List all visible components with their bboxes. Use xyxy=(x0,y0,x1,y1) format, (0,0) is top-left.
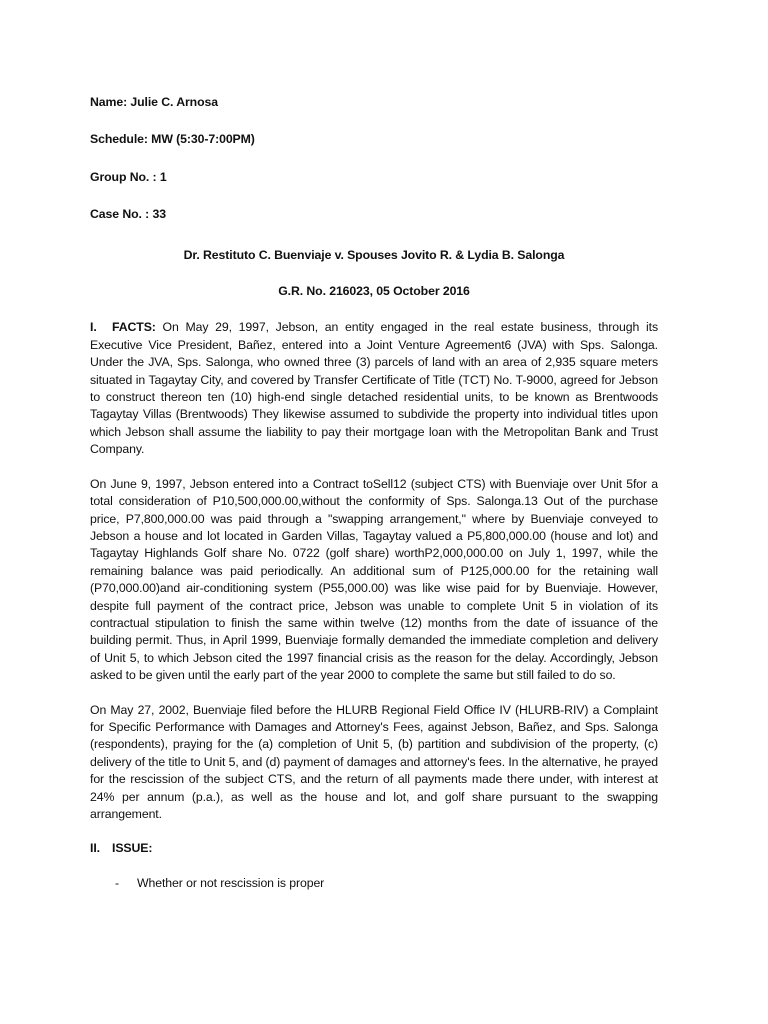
issue-heading xyxy=(90,840,658,857)
facts-paragraph-1 xyxy=(90,319,658,458)
facts-heading: FACTS: xyxy=(112,320,156,335)
student-name: Name: Julie C. Arnosa xyxy=(90,95,218,109)
group-number: Group No. : 1 xyxy=(90,169,167,184)
facts-paragraph-3: On May 27, 2002, Buenviaje filed before the HLURB Regional Field Office IV (HLURB-RIV) a Complaint for Specific Performance with Damages and Attorney's Fees, against Jebson, Bañez, and Sps. Salonga (respondents), praying for the (a) completion of Unit 5, (b) partition and subdivision of the property, (c) delivery of the title to Unit 5, and (d) payment of damages and attorney's fees. In the alternative, he prayed for the rescission of the subject CTS, and the return of all payments made there under, with interest at 24% per annum (p.a.), as well as the house and lot, and golf share pursuant to the swapping arrangement. xyxy=(90,702,658,821)
issue-list-item xyxy=(90,875,658,892)
gr-number: G.R. No. 216023, 05 October 2016 xyxy=(278,284,470,299)
case-title: Dr. Restituto C. Buenviaje v. Spouses Jovito R. & Lydia B. Salonga xyxy=(183,247,565,262)
issue-label: ISSUE: xyxy=(112,841,153,856)
issue-text: Whether or not rescission is proper xyxy=(137,875,325,890)
facts-text-1: On May 29, 1997, Jebson, an entity engaged in the real estate business, through its Executive Vice President, Bañez, entered into a Joint Venture Agreement6 (JVA) with Sps. Salonga. Under the JVA, Sps. Salonga, who owned three (3) parcels of land with an area of 2,935 square meters situated in Tagaytay City, and covered by Transfer Certificate of Title (TCT) No. T-9000, agreed for Jebson to construct thereon ten (10) high-end single detached residential units, to be known as Brentwoods Tagaytay Villas (Brentwoods) They likewise assumed to subdivide the property into individual titles upon which Jebson shall assume the liability to pay their mortgage loan with the Metropolitan Bank and Trust Company. xyxy=(90,320,658,457)
facts-numeral: I. xyxy=(90,320,97,335)
facts-paragraph-2: On June 9, 1997, Jebson entered into a Contract toSell12 (subject CTS) with Buenviaje over Unit 5for a total consideration of P10,500,000.00,without the conformity of Sps. Salonga.13 Out of the purchase price, P7,800,000.00 was paid through a "swapping arrangement," where by Buenviaje conveyed to Jebson a house and lot located in Garden Villas, Tagaytay valued a P5,800,000.00 (house and lot) and Tagaytay Highlands Golf share No. 0722 (golf share) worthP2,000,000.00 on July 1, 1997, while the remaining balance was paid periodically. An additional sum of P125,000.00 for the retaining wall (P70,000.00)and air-conditioning system (P55,000.00) was like wise paid for by Buenviaje. However, despite full payment of the contract price, Jebson was unable to complete Unit 5 in violation of its contractual stipulation to finish the same within twelve (12) months from the date of issuance of the building permit. Thus, in April 1999, Buenviaje formally demanded the immediate completion and delivery of Unit 5, to which Jebson cited the 1997 financial crisis as the reason for the delay. Accordingly, Jebson asked to be given until the early part of the year 2000 to complete the same but still failed to do so. xyxy=(90,476,658,683)
class-schedule: Schedule: MW (5:30-7:00PM) xyxy=(90,132,255,147)
issue-numeral: II. xyxy=(90,841,100,856)
case-number: Case No. : 33 xyxy=(90,207,166,222)
issue-bullet: - xyxy=(115,875,119,890)
document-body xyxy=(90,94,658,892)
